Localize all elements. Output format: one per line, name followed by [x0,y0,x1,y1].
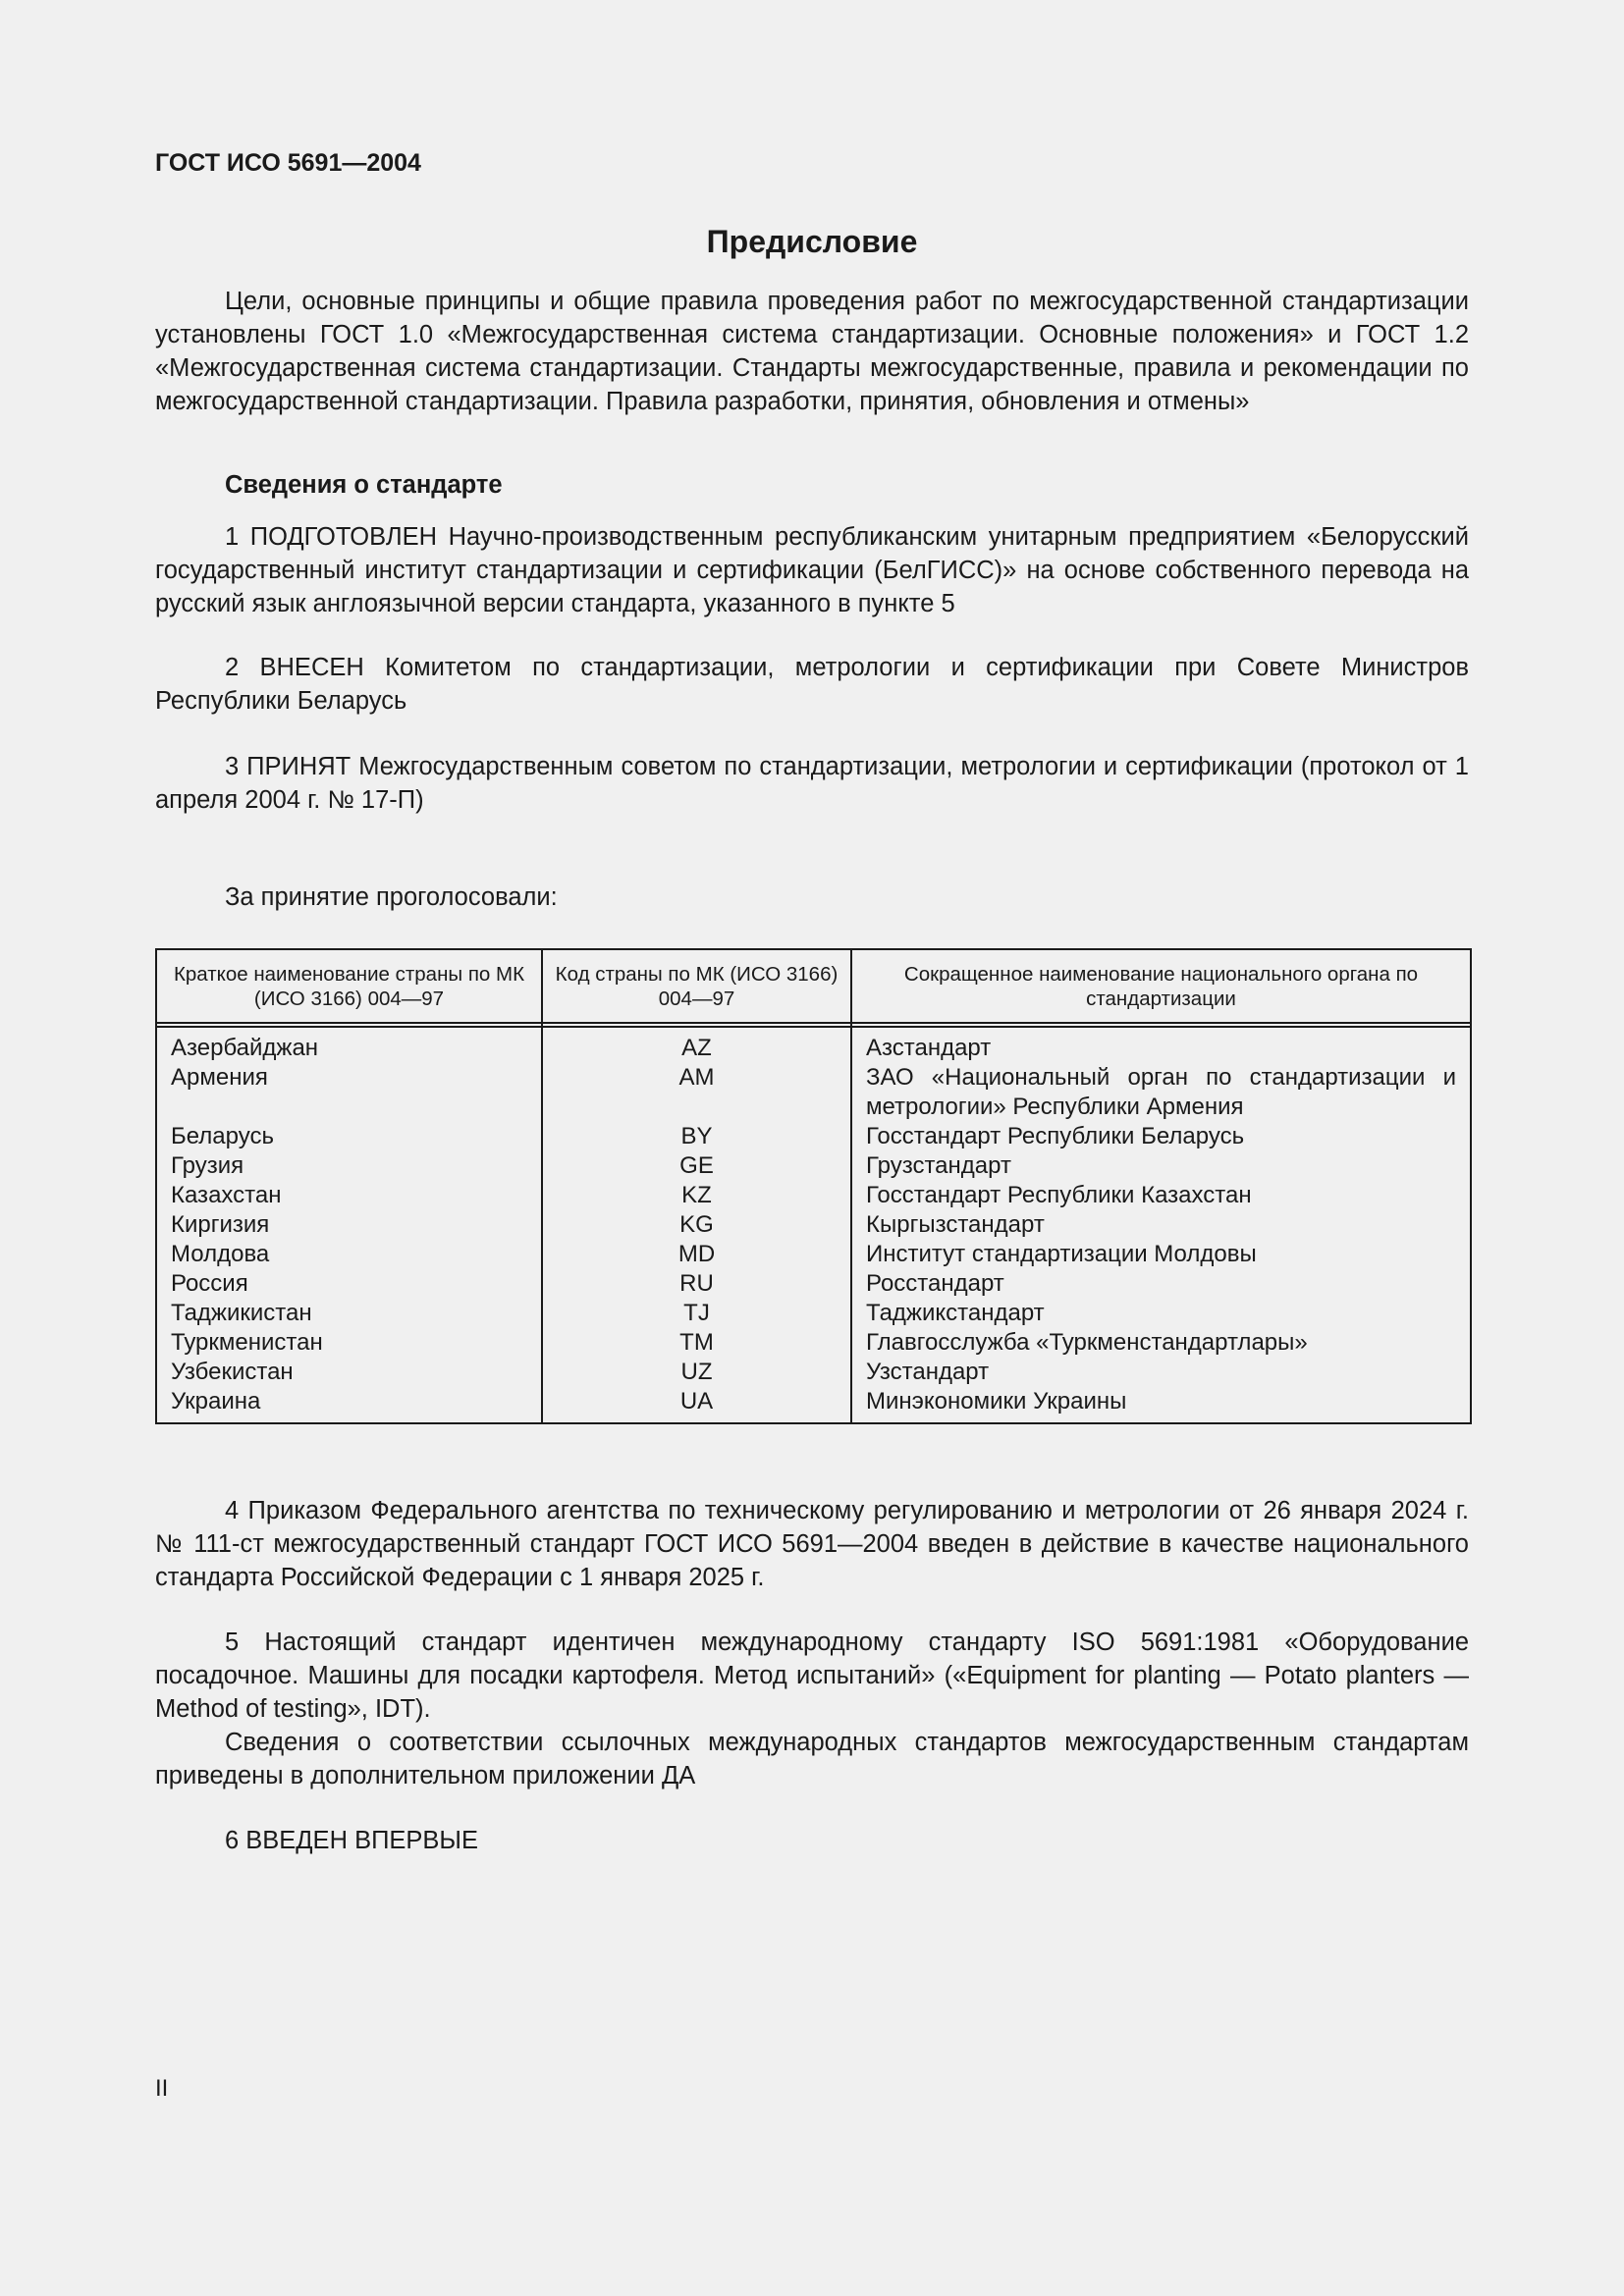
item-4-paragraph: 4 Приказом Федерального агентства по техническому регулированию и метрологии от 26 января 2024 г. № 111-ст межгосударственный стандарт ГОСТ ИСО 5691—2004 введен в действие в качестве национального стандарта Российской Федерации с 1 января 2025 г. [155,1497,1469,1591]
body-cell: Росстандарт [851,1269,1471,1299]
code-cell: KG [542,1210,851,1240]
table-row [156,1151,1471,1181]
body-cell: Институт стандартизации Молдовы [851,1240,1471,1269]
country-cell: Молдова [156,1240,542,1269]
code-cell: RU [542,1269,851,1299]
body-cell: Азстандарт [851,1027,1471,1063]
table-header-row [156,949,1471,1023]
table-row [156,1122,1471,1151]
code-cell: BY [542,1122,851,1151]
header-national-body: Сокращенное наименование национального органа по стандартизации [851,949,1471,1023]
country-cell: Узбекистан [156,1358,542,1387]
country-cell: Таджикистан [156,1299,542,1328]
item-6-paragraph: 6 ВВЕДЕН ВПЕРВЫЕ [225,1827,479,1854]
body-cell: Главгосслужба «Туркменстандартлары» [851,1328,1471,1358]
item-1-paragraph: 1 ПОДГОТОВЛЕН Научно-производственным республиканским унитарным предприятием «Белорусский государственный институт стандартизации и сертификации (БелГИСС)» на основе собственного перевода на русский язык англоязычной версии стандарта, указанного в пункте 5 [155,523,1469,617]
country-cell: Киргизия [156,1210,542,1240]
page-title: Предисловие [706,224,918,259]
table-row [156,1328,1471,1358]
country-cell: Азербайджан [156,1027,542,1063]
country-cell: Армения [156,1063,542,1122]
code-cell: AM [542,1063,851,1122]
code-cell: TJ [542,1299,851,1328]
code-cell: UZ [542,1358,851,1387]
page-number: II [155,2075,169,2102]
code-cell: GE [542,1151,851,1181]
header-country-code: Код страны по МК (ИСО 3166) 004—97 [542,949,851,1023]
code-cell: MD [542,1240,851,1269]
body-cell: Узстандарт [851,1358,1471,1387]
body-cell: Госстандарт Республики Беларусь [851,1122,1471,1151]
voted-label: За принятие проголосовали: [225,883,558,911]
body-cell: Госстандарт Республики Казахстан [851,1181,1471,1210]
table-row [156,1387,1471,1423]
table-row [156,1240,1471,1269]
intro-paragraph: Цели, основные принципы и общие правила проведения работ по межгосударственной стандартизации установлены ГОСТ 1.0 «Межгосударственная система стандартизации. Основные положения» и ГОСТ 1.2 «Межгосударственная система стандартизации. Стандарты межгосударственные, правила и рекомендации по межгосударственной стандартизации. Правила разработки, принятия, обновления и отмены» [155,288,1469,415]
document-id: ГОСТ ИСО 5691—2004 [155,149,421,177]
header-country-name: Краткое наименование страны по МК (ИСО 3166) 004—97 [156,949,542,1023]
body-cell: Грузстандарт [851,1151,1471,1181]
table-row [156,1269,1471,1299]
table-row [156,1063,1471,1122]
voting-table [155,948,1472,1424]
country-cell: Грузия [156,1151,542,1181]
item-3-paragraph: 3 ПРИНЯТ Межгосударственным советом по стандартизации, метрологии и сертификации (протокол от 1 апреля 2004 г. № 17-П) [155,753,1469,814]
table-row [156,1358,1471,1387]
body-cell: Таджикстандарт [851,1299,1471,1328]
section-heading: Сведения о стандарте [225,471,503,499]
code-cell: UA [542,1387,851,1423]
table-row [156,1299,1471,1328]
country-cell: Украина [156,1387,542,1423]
country-cell: Беларусь [156,1122,542,1151]
code-cell: AZ [542,1027,851,1063]
item-2-paragraph: 2 ВНЕСЕН Комитетом по стандартизации, метрологии и сертификации при Совете Министров Республики Беларусь [155,654,1469,715]
country-cell: Туркменистан [156,1328,542,1358]
item-5-note-paragraph: Сведения о соответствии ссылочных международных стандартов межгосударственным стандартам приведены в дополнительном приложении ДА [155,1729,1469,1789]
country-cell: Казахстан [156,1181,542,1210]
body-cell: Минэкономики Украины [851,1387,1471,1423]
code-cell: KZ [542,1181,851,1210]
table-row [156,1181,1471,1210]
body-cell: Кыргызстандарт [851,1210,1471,1240]
table-row [156,1210,1471,1240]
code-cell: TM [542,1328,851,1358]
country-cell: Россия [156,1269,542,1299]
item-5-paragraph: 5 Настоящий стандарт идентичен международному стандарту ISO 5691:1981 «Оборудование посадочное. Машины для посадки картофеля. Метод испытаний» («Equipment for planting — Potato planters — Method of testing», IDT). [155,1629,1469,1723]
body-cell: ЗАО «Национальный орган по стандартизации и метрологии» Республики Армения [851,1063,1471,1122]
table-row [156,1027,1471,1063]
